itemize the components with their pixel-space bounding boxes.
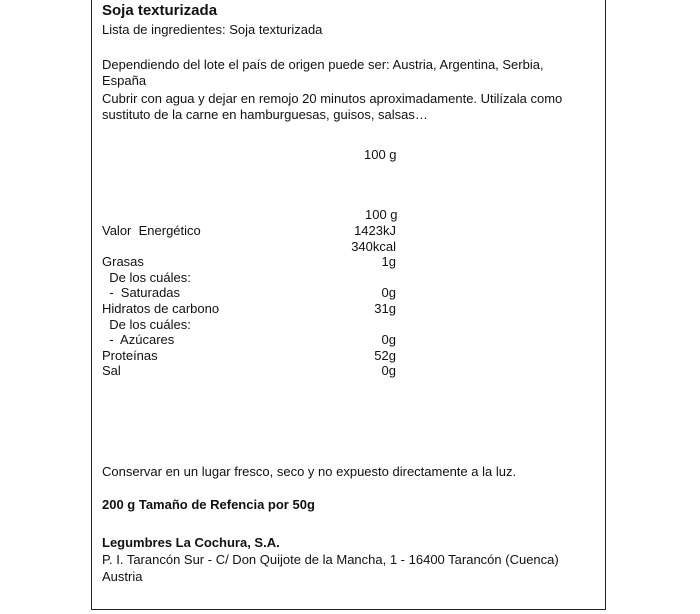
- company-name: Legumbres La Cochura, S.A.: [102, 535, 280, 550]
- nutrition-value: 0g: [381, 285, 396, 300]
- nutrition-value: 52g: [374, 348, 396, 363]
- company-country: Austria: [102, 569, 143, 584]
- storage-text: Conservar en un lugar fresco, seco y no expuesto directamente a la luz.: [102, 464, 517, 479]
- nutrition-label: Valor Energético: [102, 223, 201, 238]
- net-quantity-header: 100 g: [364, 147, 397, 162]
- nutrition-value: 1g: [381, 254, 396, 269]
- nutrition-label: Proteínas: [102, 348, 158, 363]
- nutrition-label: Grasas: [102, 254, 144, 269]
- product-title: Soja texturizada: [102, 2, 218, 19]
- nutrition-label: Sal: [102, 363, 121, 378]
- nutrition-label: De los cuáles:: [102, 317, 191, 332]
- nutrition-label: - Azúcares: [102, 332, 175, 347]
- size-line: 200 g Tamaño de Refencia por 50g: [102, 497, 315, 512]
- ingredients-text: Lista de ingredientes: Soja texturizada: [102, 22, 323, 37]
- nutrition-label: Hidratos de carbono: [102, 301, 220, 316]
- nutrition-value: 0g: [381, 332, 396, 347]
- usage-text: Cubrir con agua y dejar en remojo 20 minutos aproximadamente. Utilízala como sustituto de la carne en hamburguesas, guisos, salsas…: [102, 91, 563, 122]
- nutrition-label: - Saturadas: [102, 285, 181, 300]
- nutrition-value: 340kcal: [351, 239, 396, 254]
- nutrition-header: 100 g: [365, 207, 398, 222]
- company-address: P. I. Tarancón Sur - C/ Don Quijote de la Mancha, 1 - 16400 Tarancón (Cuenca): [102, 552, 559, 567]
- nutrition-label: De los cuáles:: [102, 270, 191, 285]
- origin-text: Dependiendo del lote el país de origen puede ser: Austria, Argentina, Serbia, España: [102, 57, 544, 88]
- nutrition-value: 0g: [381, 363, 396, 378]
- nutrition-value: 1423kJ: [354, 223, 396, 238]
- nutrition-value: 31g: [374, 301, 396, 316]
